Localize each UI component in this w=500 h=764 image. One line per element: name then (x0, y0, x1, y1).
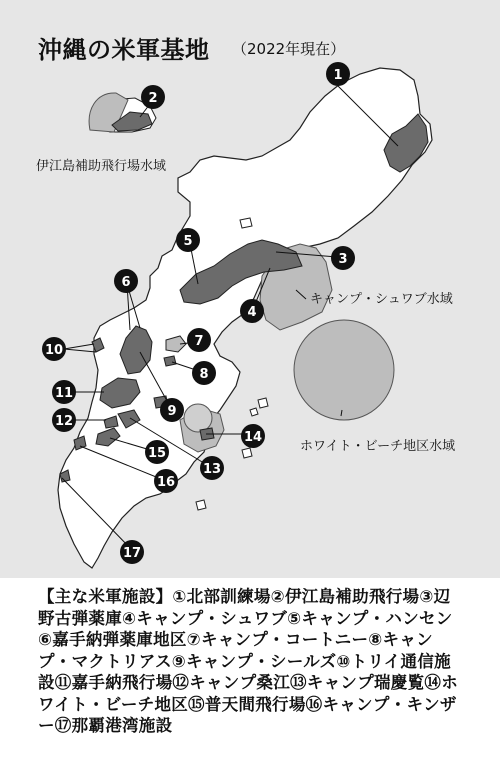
small-island (250, 408, 258, 416)
marker-3 (331, 246, 355, 270)
marker-15 (145, 440, 169, 464)
marker-3-label: 3 (338, 252, 348, 267)
marker-10 (42, 337, 66, 361)
white-beach-water-area (294, 320, 394, 420)
marker-8-label: 8 (199, 367, 209, 382)
marker-14-label: 14 (243, 430, 263, 445)
map-title: 沖縄の米軍基地 (38, 36, 210, 64)
marker-6 (114, 269, 138, 293)
marker-10-label: 10 (44, 343, 64, 358)
marker-4-label: 4 (247, 305, 257, 320)
marker-2 (141, 85, 165, 109)
marker-9 (160, 398, 184, 422)
marker-11 (52, 380, 76, 404)
marker-13 (200, 456, 224, 480)
small-island (196, 500, 206, 510)
marker-2-label: 2 (148, 91, 158, 106)
marker-13-label: 13 (202, 462, 222, 477)
marker-1-label: 1 (333, 68, 343, 83)
marker-8 (192, 361, 216, 385)
marker-7 (187, 328, 211, 352)
marker-16-label: 16 (156, 475, 176, 490)
marker-4 (240, 299, 264, 323)
marker-7-label: 7 (194, 334, 204, 349)
legend-panel (0, 578, 500, 764)
marker-16 (154, 469, 178, 493)
map-subtitle: （2022年現在） (232, 40, 346, 58)
ie-water-label: 伊江島補助飛行場水域 (36, 159, 167, 174)
small-island (242, 448, 252, 458)
marker-11-label: 11 (54, 386, 74, 401)
legend-text: 【主な米軍施設】①北部訓練場②伊江島補助飛行場③辺野古弾薬庫④キャンプ・シュワブ⑤キャンプ・ハンセン⑥嘉手納弾薬庫地区⑦キャンプ・コートニー⑧キャンプ・マクトリアス⑨キャンプ・シールズ⑩トリイ通信施設⑪嘉手納飛行場⑫キャンプ桑江⑬キャンプ瑞慶覧⑭ホワイト・ビーチ地区⑮普天間飛行場⑯キャンプ・キンザー⑰那覇港湾施設 (38, 587, 458, 735)
marker-14 (241, 424, 265, 448)
marker-5-label: 5 (183, 234, 193, 249)
white-beach-water-label: ホワイト・ビーチ地区水域 (300, 439, 456, 454)
small-island (258, 398, 268, 408)
marker-9-label: 9 (167, 404, 177, 419)
marker-1 (326, 62, 350, 86)
marker-12 (52, 408, 76, 432)
base-8-mctureous (164, 356, 176, 366)
marker-15-label: 15 (147, 446, 167, 461)
marker-17-label: 17 (122, 546, 142, 561)
water-area-circle (184, 404, 212, 432)
schwab-water-label: キャンプ・シュワブ水域 (310, 292, 453, 307)
marker-5 (176, 228, 200, 252)
marker-17 (120, 540, 144, 564)
marker-12-label: 12 (54, 414, 74, 429)
small-island (240, 218, 252, 228)
marker-6-label: 6 (121, 275, 131, 290)
